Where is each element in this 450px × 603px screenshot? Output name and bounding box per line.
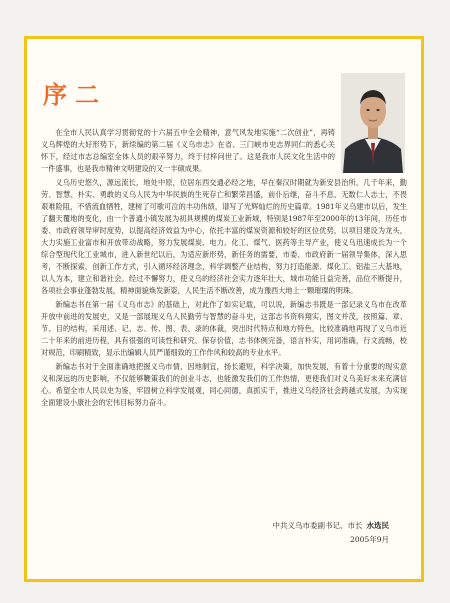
page-frame <box>24 36 424 582</box>
signature-date: 2005年9月 <box>350 535 389 544</box>
paragraph: 义乌历史悠久，源远流长，地处中原，位居东西交通必经之地，早在秦汉时期就为新安县治所。几千年来，勤劳、智慧、朴实、勇敢的义乌人民为中华民族的生死存亡和繁荣昌盛，前仆后继，奋斗不息，无数仁人志士，不畏艰难险阻，不惜流血牺牲，建树了可歌可泣的丰功伟绩，谱写了光辉灿烂的历史篇章。1981年义乌建市以后，发生了翻天覆地的变化，由一个普通小镇发展为初具规模的煤炭工业新城，特别是1987年至2000年的13年间，历任市委、市政府领导审时度势，以提高经济效益为中心，依托丰富的煤炭资源和较好的区位优势，以项目建设为龙头，大力实施工业富市和开放带动战略，努力发展煤炭、电力、化工、煤气、医药等主导产业，使义乌迅速成长为一个综合型现代化工业城市，进入新世纪以后，为适应新形势，新任务的需要，市委、市政府新一届领导集体，深入思考，不断探索，创新工作方式，引入循环经济理念，科学调整产业结构，努力打造能源、煤化工、铝盐三大基地，以人为本，建立和谐社会。经过不懈努力，使义乌的经济社会实力逐年壮大，城市功能日益完善，品位不断提升，各项社会事业蓬勃发展，精神面貌焕发新姿，人民生活不断改善，成为豫西大地上一颗璀璨的明珠。 <box>41 178 407 295</box>
preface-body <box>41 127 407 411</box>
paragraph: 在全市人民认真学习贯彻党的十六届五中全会精神，意气风发地实施“二次创业”，再铸义乌辉煌的大好形势下，新续编的第二届《义乌市志》在省、三门峡市史志界同仁的悉心关怀下，经过市志总编室全体人员的艰辛努力，终于付梓问世了。这是我市人民文化生活中的一件盛事，也是我市精神文明建设的又一丰硕成果。 <box>41 128 335 173</box>
signature-title: 中共义乌市委副书记、市长 <box>272 521 363 530</box>
signature-line <box>273 519 390 533</box>
paragraph: 新编志书对于全面准确地把握义乌市情，因地制宜，扬长避短，科学决策，加快发展，有着十分重要的现实意义和深远的历史影响，不仅能够鞭策我们的创业斗志，也能激发我们的工作热情，更使我们对义乌美好未来充满信心。希望全市人民以史为鉴，牢固树立科学发展观，同心同德，真抓实干，推进义乌经济社会跨越式发展，为实现全面建设小康社会的宏伟目标努力奋斗。 <box>41 362 407 407</box>
page-title: 序二 <box>43 80 107 109</box>
paragraph: 新编志书在第一届《义乌市志》的基础上，对此作了如实记载，可以说，新编志书既是一部记录义乌市在改革开放中前进的发展史，又是一部展现义乌人民勤劳与智慧的奋斗史，这部志书资料翔实，图文并茂，按照篇、章、节、目的结构，采用述、记、志、传、图、表、录的体裁，突出时代特点和地方特色，比较准确地再现了义乌市近二十年来的前进历程，具有很强的可读性和研究、保存价值，志书体例完备，语言朴实，用词准确，行文流畅，校对规范，印刷精致，显示出编辑人员严谨细致的工作作风和较高的专业水平。 <box>41 300 407 357</box>
signature-block <box>273 519 390 547</box>
signature-name: 水选民 <box>366 521 389 530</box>
